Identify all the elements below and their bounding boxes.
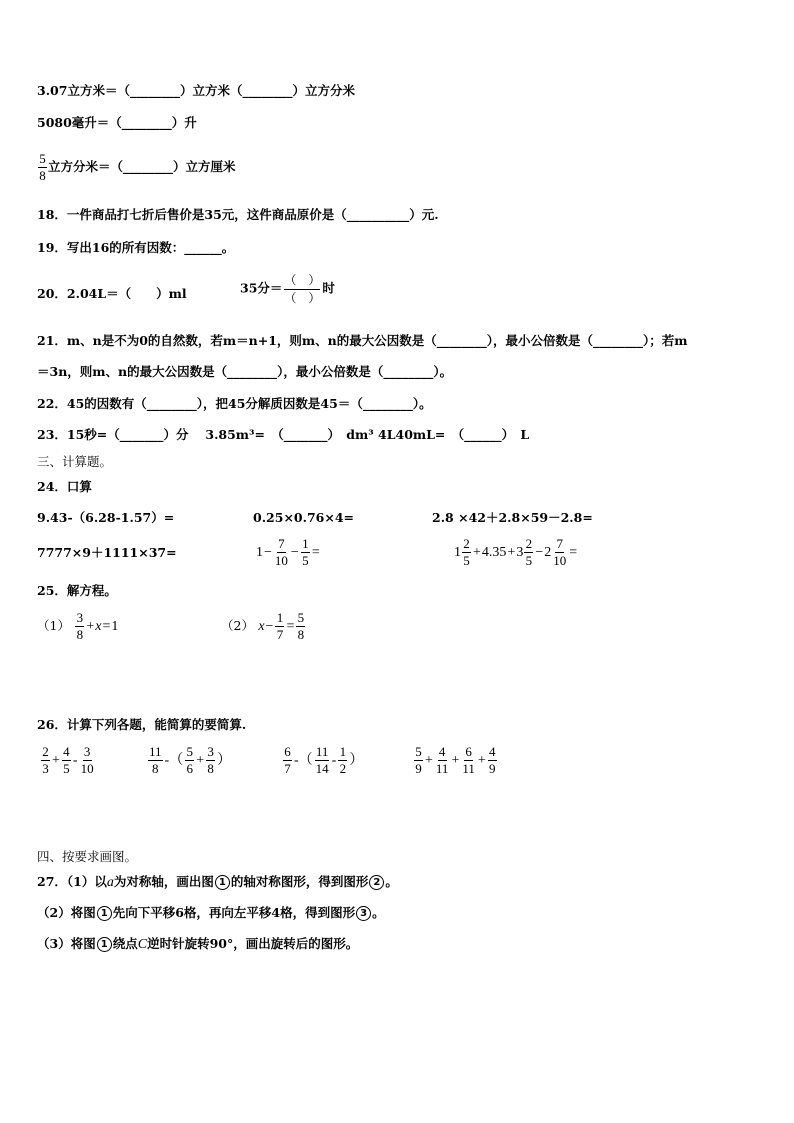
equation-1: （1） 3 8 + x = 1	[37, 610, 119, 642]
question-23: 23．15秒=（_______）分 3.85m³= （_______） dm³ 4L40mL= （______） L	[37, 427, 530, 442]
question-27-line-2: （2）将图 1 先向下平移6格，再向左平移4格，得到图形 3 。	[37, 905, 385, 920]
circled-number-1: 1	[97, 906, 112, 921]
question-19: 19．写出16的所有因数：______。	[37, 240, 235, 255]
question-20-left: 20．2.04L＝（ ）ml	[37, 286, 187, 301]
question-18: 18．一件商品打七折后售价是35元，这件商品原价是（__________）元.	[37, 207, 439, 222]
fraction: $\frac{5}{8}$	[39, 151, 46, 183]
question-25-title: 25．解方程。	[37, 583, 117, 598]
expr-26-2: 11 8 -（ 5 6 + $\frac{3}{8}$ ）	[149, 744, 232, 776]
question-22: 22．45的因数有（________），把45分解质因数是45＝（________）。	[37, 396, 432, 411]
expr-26-3: 6 7 -（ 11 14 - 1 2 ）	[284, 744, 364, 776]
circled-number-3: 3	[356, 906, 371, 921]
circled-number-1: 1	[97, 937, 112, 952]
section-3-heading: 三、计算题。	[37, 454, 113, 469]
question-21-line-1: 21．m、n是不为0的自然数，若m＝n+1，则m、n的最大公因数是（________），最小公倍数是（________）；若m	[37, 333, 688, 348]
expr-24-2: 0.25×0.76×4=	[253, 510, 355, 525]
expr-26-1: 2 3 + $\frac{4}{5}$ - 3 10	[42, 744, 94, 776]
unit-conv-line-2: 5080毫升＝（________）升	[37, 115, 197, 130]
question-20-right: 35分＝ （ ） （ ） 时	[240, 273, 335, 305]
unit-conv-line-1: 3.07立方米＝（________）立方米（________）立方分米	[37, 83, 355, 98]
expr-24-5: 1 − $\frac{7}{10}$ − $\frac{1}{5}$ =	[256, 536, 320, 568]
question-26-title: 26．计算下列各题，能简算的要简算.	[37, 717, 247, 732]
question-24-title: 24．口算	[37, 479, 92, 494]
equation-2: （2） x − $\frac{1}{7}$ = $\frac{5}{8}$	[221, 610, 305, 642]
section-4-heading: 四、按要求画图。	[37, 849, 138, 864]
unit-conv-line-3: $\frac{5}{8}$ 立方分米＝（________）立方厘米	[39, 151, 236, 183]
expr-24-6: 1 2 5 + 4.35 + 3 2 5 − 2 $\frac{7}{10}$ =	[454, 536, 578, 568]
expr-24-1: 9.43-（6.28-1.57）=	[37, 510, 175, 525]
fraction: （ ） （ ）	[284, 273, 321, 305]
expr-26-4: 5 9 + $\frac{4}{11}$ + $\frac{6}{11}$ + $\frac{4}{9}$	[415, 744, 496, 776]
circled-number-2: 2	[369, 875, 384, 890]
circled-number-1: 1	[215, 875, 230, 890]
question-27-line-1: 27．（1）以a为对称轴，画出图 1 的轴对称图形，得到图形 2 。	[37, 874, 398, 890]
expr-24-4: 7777×9＋1111×37=	[37, 545, 177, 560]
question-21-line-2: ＝3n，则m、n的最大公因数是（________），最小公倍数是（________）。	[37, 364, 453, 379]
expr-24-3: 2.8 ×42＋2.8×59－2.8=	[432, 510, 593, 525]
question-27-line-3: （3）将图 1 绕点C逆时针旋转90°，画出旋转后的图形。	[37, 936, 359, 952]
